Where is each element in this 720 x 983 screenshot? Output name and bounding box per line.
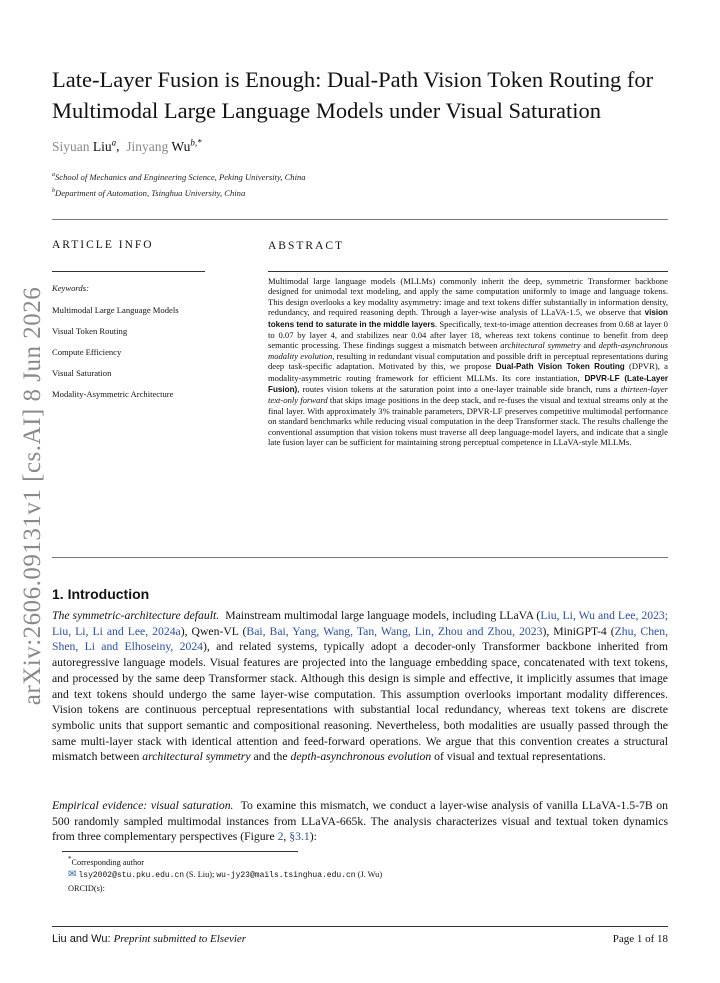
keyword-item: Visual Token Routing [52,326,128,336]
author-2: Jinyang $Wu^{b,*}$ [126,137,202,154]
author-1: Siyuan Liu$^a$ [52,137,117,154]
abstract-heading: ABSTRACT [268,240,345,252]
footnote [68,854,382,896]
keyword-item: Compute Efficiency [52,347,122,357]
citation-link[interactable]: Zhu, Chen, Shen, Li and Elhoseiny, 2024 [52,624,668,654]
section-link[interactable]: §3.1 [289,830,310,844]
intro-paragraph-1: The symmetric-architecture default. Mainstream multimodal large language models, including LLaVA (Liu, Li, Wu and Lee, 2023; Liu, Li, Li and Lee, 2024a), Qwen-VL (Bai, Bai, Yang, Wang, Tan, Wang, Lin, Zhou and Zhou, 2023), MiniGPT-4 (Zhu, Chen, Shen, Li and Elhoseiny, 2024), and related systems, typically adopt a decoder-only Transformer backbone inherited from autoregressive language models. Visual features are projected into the language embedding space, concatenated with text tokens, and processed by the same deep Transformer stack. Although this design is simple and effective, it implicitly assumes that image and text tokens should undergo the same layer-wise computation. This assumption overlooks important modality differences. Vision tokens are continuous perceptual representations with substantial local redundancy, whereas text tokens are discrete symbolic units that support semantic and compositional reasoning. Nevertheless, both modalities are usually passed through the same multi-layer stack with identical attention and feed-forward operations. We argue that this convention creates a structural mismatch between architectural symmetry and the depth-asynchronous evolution of visual and textual representations. [52,609,669,764]
footer-left: Liu and Wu: Preprint submitted to Elsevier [52,933,247,945]
page-number: Page 1 of 18 [612,933,668,945]
intro-paragraph-2: Empirical evidence: visual saturation. To examine this mismatch, we conduct a layer-wise analysis of vanilla LLaVA-1.5-7B on 500 randomly sampled multimodal instances from LLaVA-665k. The analysis characterizes visual and textual token dynamics from three complementary perspectives (Figure 2, §3.1): [52,799,668,844]
paper-title: Late-Layer Fusion is Enough: Dual-Path Vision Token Routing for Multimodal Large Language Models under Visual Saturation [52,67,654,123]
keywords-label: Keywords: [52,283,89,293]
footnote-rule [62,851,298,852]
affiliation-b: $^b$Department of Automation, Tsinghua University, China [52,187,246,198]
keywords-rule [52,271,205,272]
orcid-line: ORCID(s): [68,883,105,893]
envelope-icon: ✉ [68,869,77,881]
footer-rule [52,926,668,927]
email-link[interactable]: lsy2002@stu.pku.edu.cn [78,871,185,881]
email-line: ✉ lsy2002@stu.pku.edu.cn (S. Liu); wu-jy23@mails.tsinghua.edu.cn (J. Wu) [68,869,383,881]
author-list: Siyuan Liu$^a$, Jinyang $Wu^{b,*}$ [52,137,202,154]
abstract-rule [268,271,668,272]
keyword-item: Multimodal Large Language Models [52,305,179,315]
keyword-item: Modality-Asymmetric Architecture [52,389,174,399]
arxiv-stamp [10,268,56,723]
affiliation-a: $^a$School of Mechanics and Engineering Science, Peking University, China [52,171,306,182]
article-info-heading: ARTICLE INFO [52,239,154,251]
keywords-block [52,283,179,405]
abstract-divider [52,557,668,558]
citation-link[interactable]: Bai, Bai, Yang, Wang, Tan, Wang, Lin, Zhou and Zhou, 2023 [246,624,543,638]
figure-link[interactable]: 2 [277,830,284,844]
citation-link[interactable]: Liu, Li, Wu and Lee, 2023; Liu, Li, Li and Lee, 2024a [52,609,669,638]
affiliations [52,168,306,200]
keyword-item: Visual Saturation [52,368,112,378]
email-link[interactable]: wu-jy23@mails.tsinghua.edu.cn [216,871,356,881]
abstract-text: Multimodal large language models (MLLMs) commonly inherit the deep, symmetric Transformer backbone designed for unimodal text modeling, and apply the same computation uniformly to image and language tokens. This design overlooks a key modality asymmetry: image and text tokens differ substantially in information density, redundancy, and required reasoning depth. Through a layer-wise analysis of LLaVA-1.5, we observe that vision tokens tend to saturate in the middle layers. Specifically, text-to-image attention decreases from 0.68 at layer 0 to 0.07 by layer 4, and stabilizes near 0.04 after layer 18, whereas text tokens continue to benefit from deep semantic processing. These findings suggest a mismatch between architectural symmetry and depth-asynchronous modality evolution, resulting in redundant visual computation and possible drift in perceptual representations during deep task-specific adaptation. Motivated by this, we propose Dual-Path Vision Token Routing (DPVR), a modality-asymmetric routing framework for efficient MLLMs. Its core instantiation, DPVR-LF (Late-Layer Fusion), routes vision tokens at the saturation point into a one-layer trainable side branch, runs a thirteen-layer text-only forward that skips image positions in the deep stack, and re-fuses the visual and textual streams only at the final layer. With approximately 3% trainable parameters, DPVR-LF preserves competitive multimodal performance on standard benchmarks while reducing visual computation in the deep Transformer stack. The results challenge the conventional assumption that vision tokens must traverse all deep language-model layers, and indicate that a single late fusion layer can be sufficient for maintaining strong perceptual competence in LLaVA-style MLLMs. [268,276,668,448]
section-heading: 1. Introduction [52,586,150,602]
header-divider [52,219,668,220]
arxiv-id: arXiv:2606.09131v1 [cs.AI] 8 Jun 2026 [19,286,47,705]
corresponding-author-note: *Corresponding author [68,856,145,867]
